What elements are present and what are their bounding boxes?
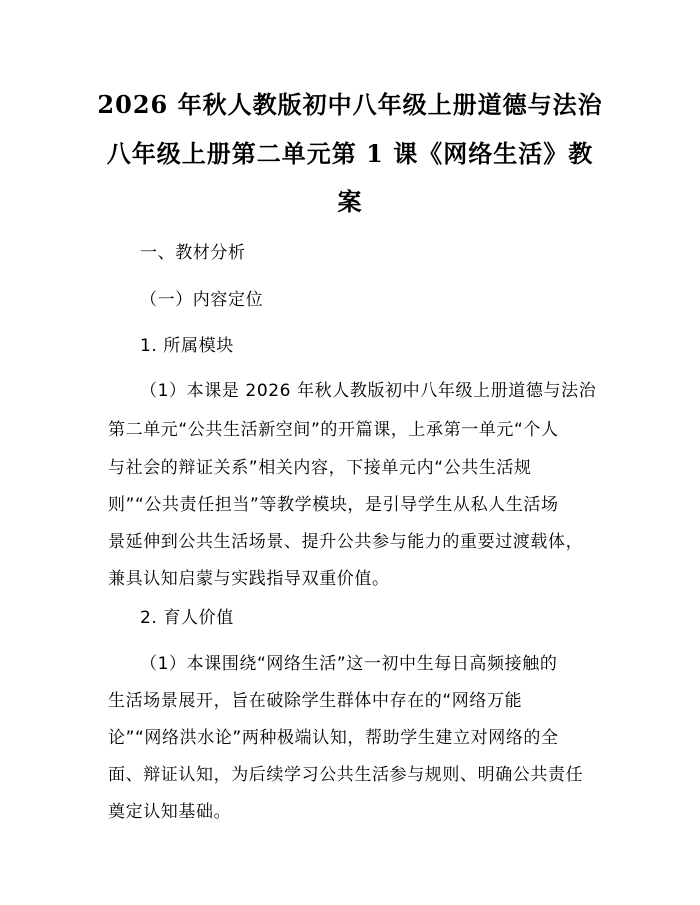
document-title-line-3: 案 <box>337 187 363 216</box>
item-heading-value: 2. 育人价值 <box>140 608 234 628</box>
paragraph-line: （1）本课围绕“网络生活”这一初中生每日高频接触的 <box>140 654 558 674</box>
paragraph-line: 论”“网络洪水论”两种极端认知，帮助学生建立对网络的全 <box>108 728 559 748</box>
paragraph-line: 则”“公共责任担当”等教学模块，是引导学生从私人生活场 <box>108 495 559 515</box>
paragraph-line: 奠定认知基础。 <box>108 802 232 822</box>
paragraph-line: 第二单元“公共生活新空间”的开篇课，上承第一单元“个人 <box>108 420 559 440</box>
paragraph-line: 景延伸到公共生活场景、提升公共参与能力的重要过渡载体， <box>108 532 584 552</box>
item-heading-module: 1. 所属模块 <box>140 336 234 356</box>
paragraph-line: 面、辩证认知，为后续学习公共生活参与规则、明确公共责任 <box>108 765 584 785</box>
subsection-heading: （一）内容定位 <box>140 290 264 310</box>
document-title-line-2: 八年级上册第二单元第 1 课《网络生活》教 <box>106 139 594 168</box>
paragraph-line: （1）本课是 2026 年秋人教版初中八年级上册道德与法治 <box>140 381 597 401</box>
paragraph-line: 生活场景展开，旨在破除学生群体中存在的“网络万能 <box>108 691 523 711</box>
paragraph-line: 与社会的辩证关系”相关内容，下接单元内“公共生活规 <box>108 458 532 478</box>
section-heading: 一、教材分析 <box>140 243 246 263</box>
document-title-line-1: 2026 年秋人教版初中八年级上册道德与法治 <box>97 90 603 119</box>
paragraph-line: 兼具认知启蒙与实践指导双重价值。 <box>108 569 390 589</box>
